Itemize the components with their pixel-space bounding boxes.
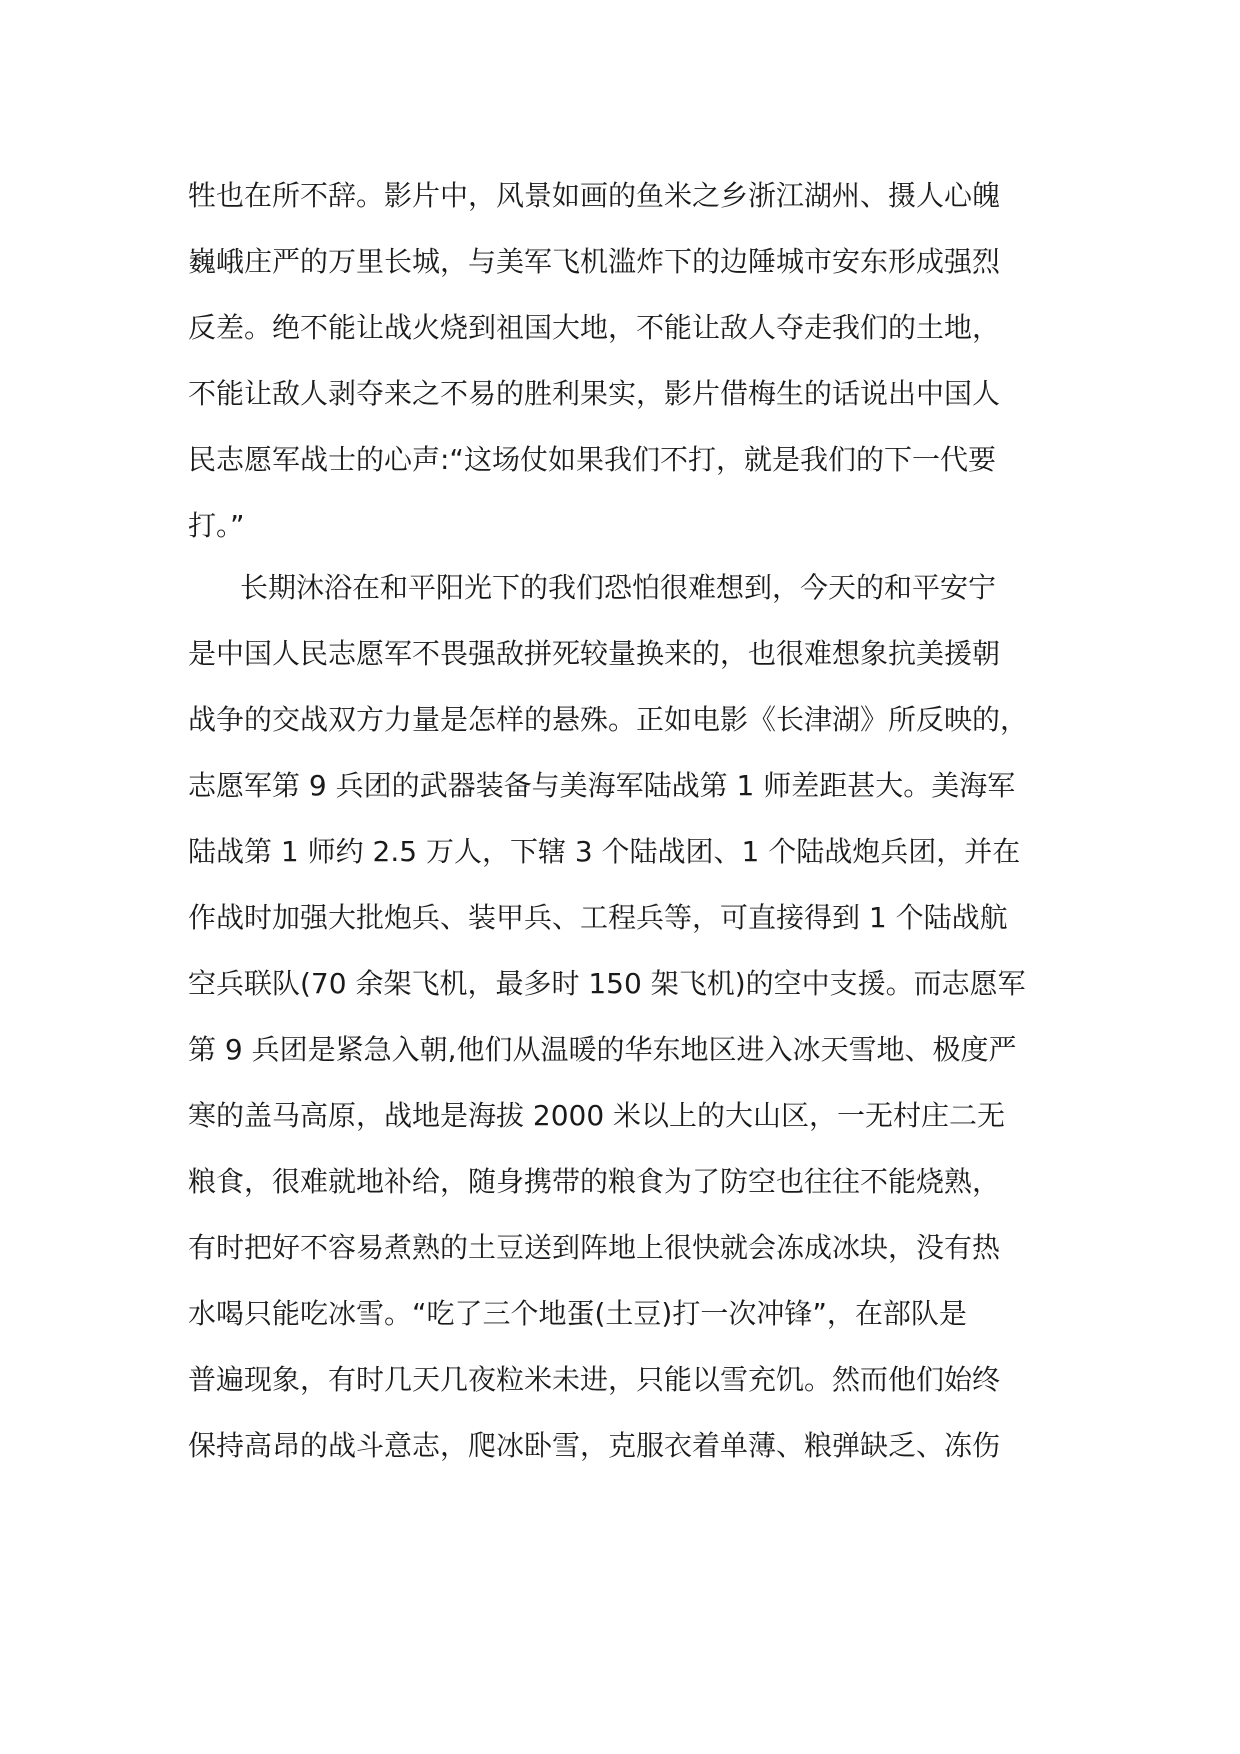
text-line: 志愿军第 9 兵团的武器装备与美海军陆战第 1 师差距甚大。美海军 [188,769,1016,802]
text-line: 是中国人民志愿军不畏强敌拼死较量换来的，也很难想象抗美援朝 [188,637,1001,670]
text-line: 空兵联队(70 余架飞机，最多时 150 架飞机)的空中支援。而志愿军 [188,967,1026,1000]
text-line: 作战时加强大批炮兵、装甲兵、工程兵等，可直接得到 1 个陆战航 [188,901,1008,934]
text-line: 寒的盖马高原，战地是海拔 2000 米以上的大山区，一无村庄二无 [188,1099,1006,1132]
text-line: 长期沐浴在和平阳光下的我们恐怕很难想到，今天的和平安宁 [240,571,997,604]
text-line: 巍峨庄严的万里长城，与美军飞机滥炸下的边陲城市安东形成强烈 [188,245,1001,278]
text-line: 不能让敌人剥夺来之不易的胜利果实，影片借梅生的话说出中国人 [188,377,1001,410]
text-line: 保持高昂的战斗意志，爬冰卧雪，克服衣着单薄、粮弹缺乏、冻伤 [188,1429,1001,1462]
text-line: 有时把好不容易煮熟的土豆送到阵地上很快就会冻成冰块，没有热 [188,1231,1001,1264]
text-line: 打。” [188,509,245,542]
text-line: 第 9 兵团是紧急入朝,他们从温暖的华东地区进入冰天雪地、极度严 [188,1033,1017,1066]
text-line: 陆战第 1 师约 2.5 万人，下辖 3 个陆战团、1 个陆战炮兵团，并在 [188,835,1021,868]
text-line: 普遍现象，有时几天几夜粒米未进，只能以雪充饥。然而他们始终 [188,1363,1001,1396]
text-line: 战争的交战双方力量是怎样的悬殊。正如电影《长津湖》所反映的， [188,703,1029,736]
text-line: 粮食，很难就地补给，随身携带的粮食为了防空也往往不能烧熟， [188,1165,1001,1198]
text-line: 水喝只能吃冰雪。“吃了三个地蛋(土豆)打一次冲锋”，在部队是 [188,1297,967,1330]
text-line: 牲也在所不辞。影片中，风景如画的鱼米之乡浙江湖州、摄人心魄 [188,179,1001,212]
text-line: 民志愿军战士的心声:“这场仗如果我们不打，就是我们的下一代要 [188,443,996,476]
paragraph-1 [188,163,1068,559]
paragraph-2 [188,555,1068,1479]
text-line: 反差。绝不能让战火烧到祖国大地，不能让敌人夺走我们的土地， [188,311,1001,344]
